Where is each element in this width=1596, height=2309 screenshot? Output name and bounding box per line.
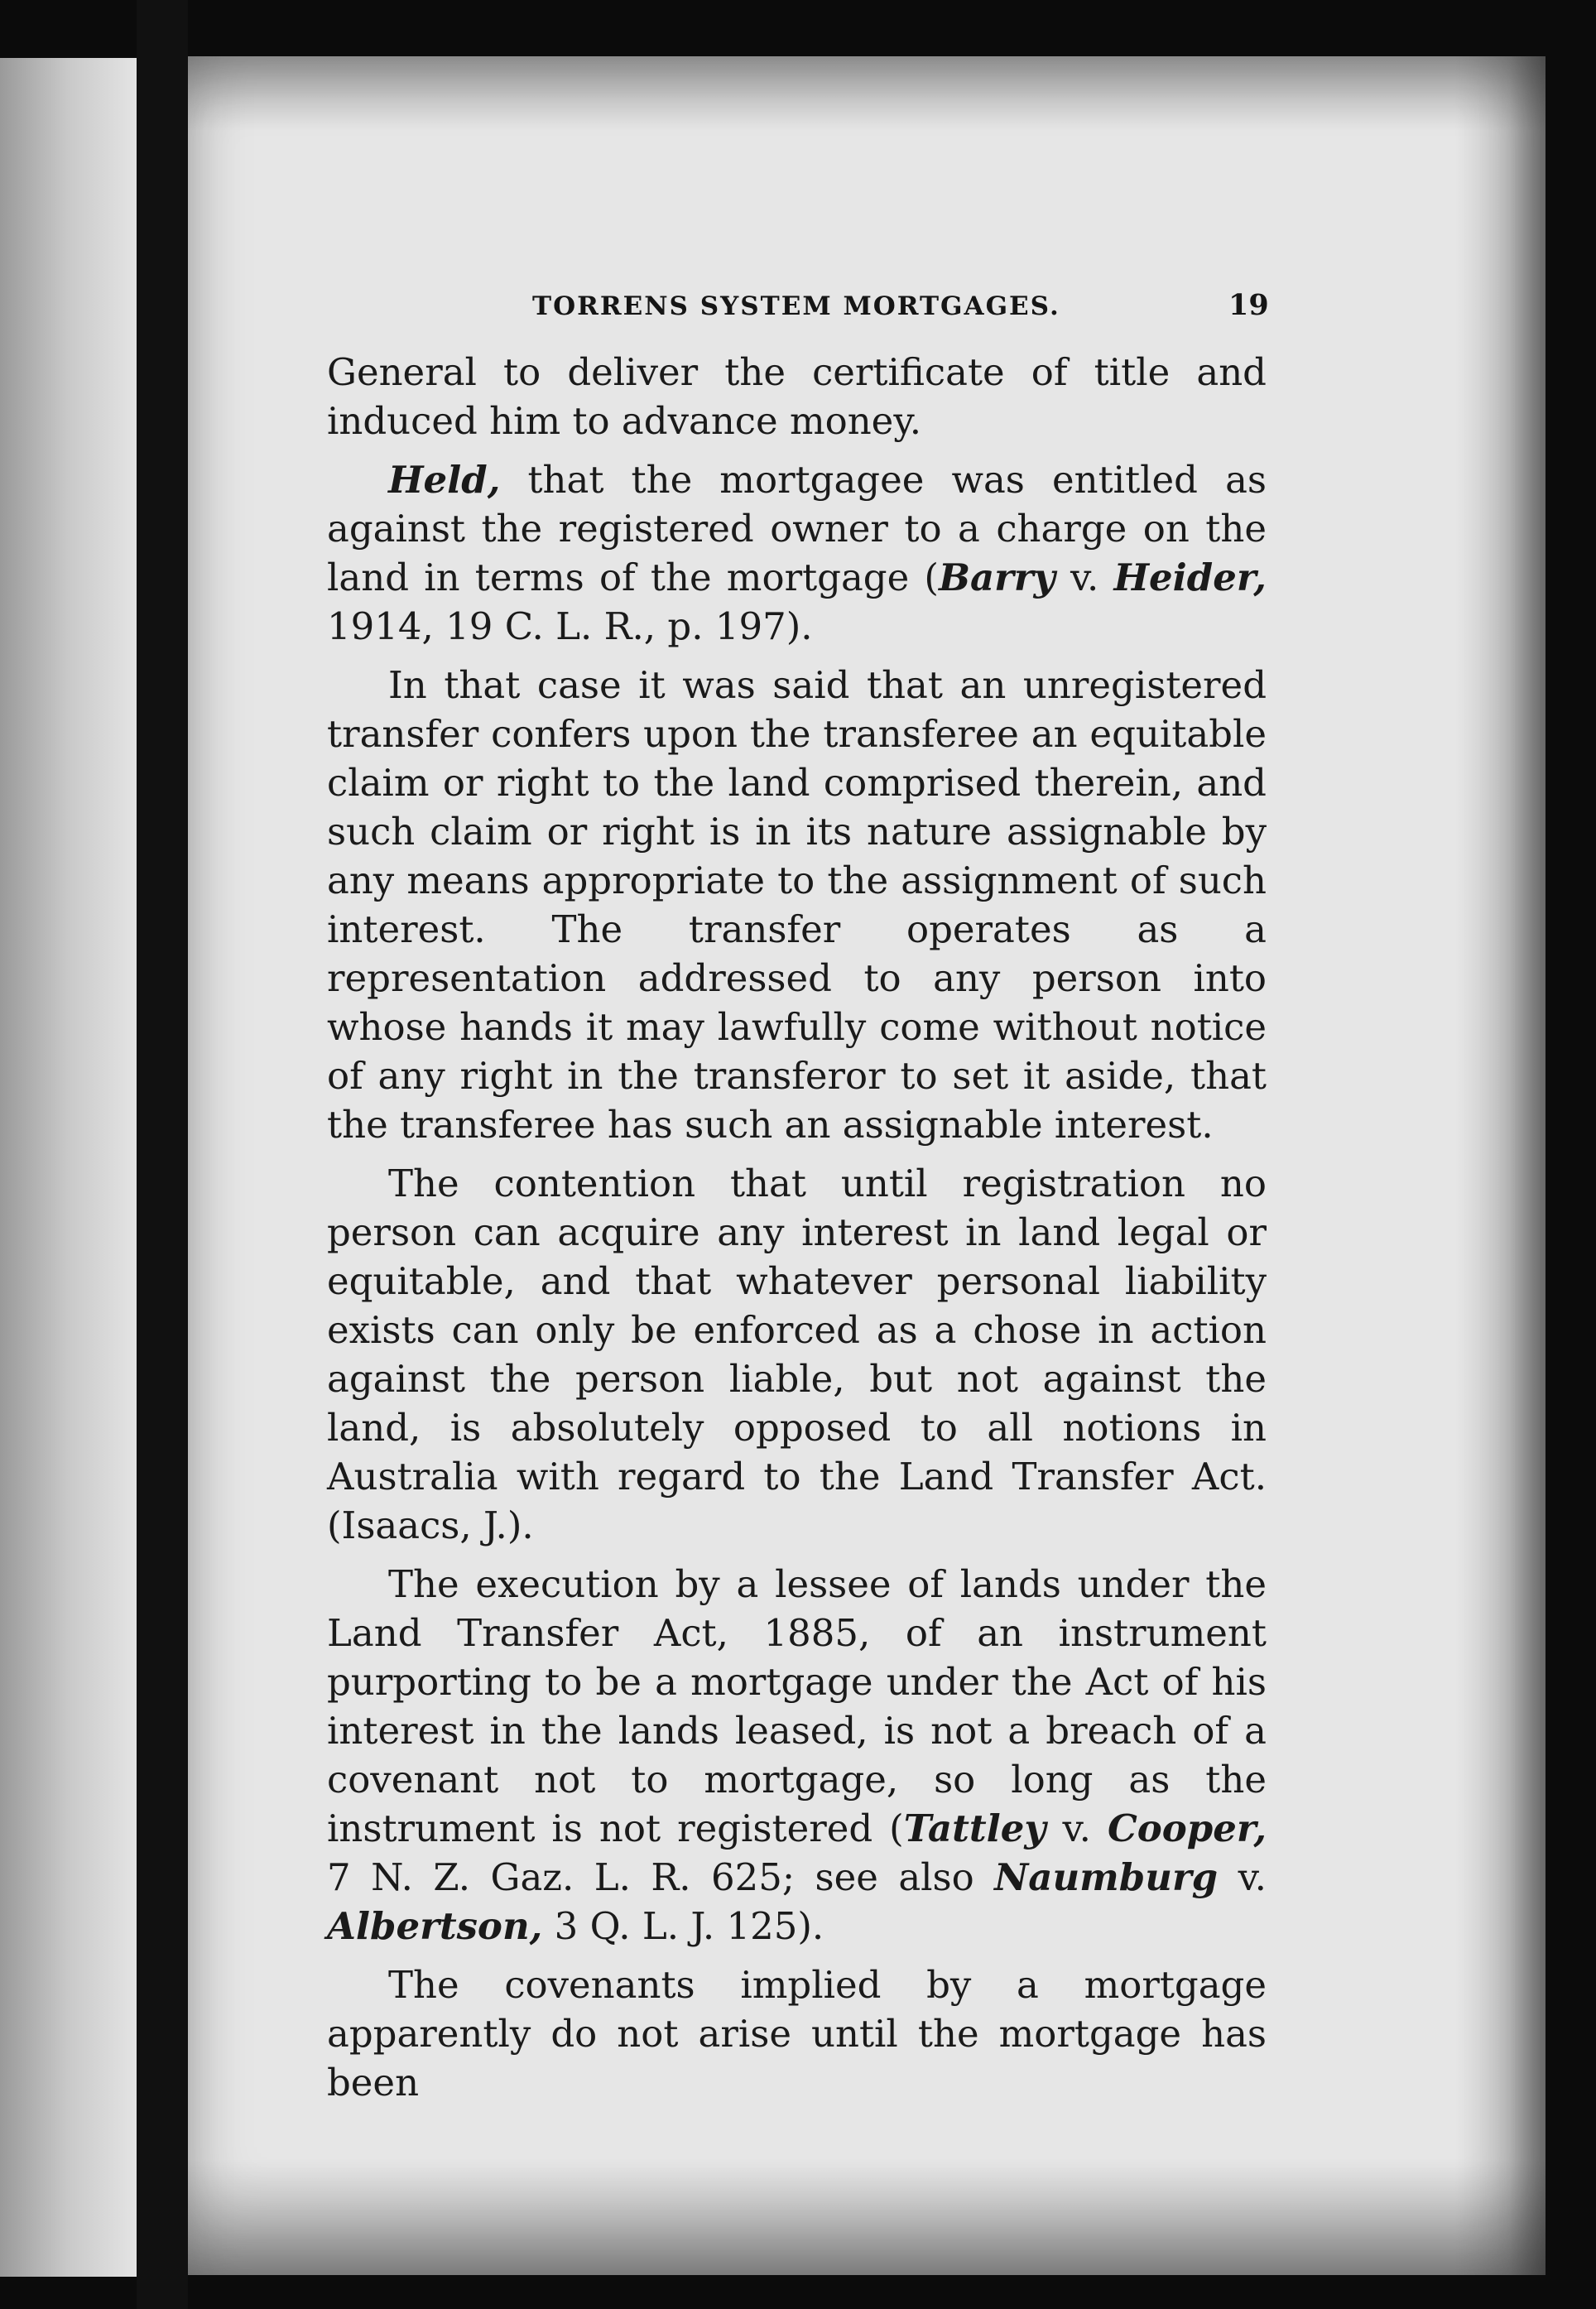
body-text — [327, 348, 1267, 2117]
case-name: Naumburg — [994, 1855, 1219, 1899]
page-shading-bottom — [188, 2159, 1546, 2275]
held-lead: Held, — [388, 458, 501, 502]
case-name: Heider, — [1113, 556, 1267, 599]
case-name: Albertson, — [327, 1904, 543, 1948]
case-name: Tattley — [903, 1806, 1046, 1850]
paragraph-contention: The contention that until registration no person can acquire any interest in land legal or equitable, and that whatever personal liability exists can only be enforced as a chose in action against the person liable, but not against the land, is absolutely opposed to all notions in Australia with regard to the Land Transfer Act. (Isaacs, J.). — [327, 1162, 1267, 1547]
page-shading-top — [188, 56, 1546, 131]
paragraph-execution-by-lessee: The execution by a lessee of lands under the Land Transfer Act, 1885, of an instrument purporting to be a mortgage under the Act of his interest in the lands leased, is not a breach of a covenant not to mortgage, so long as the instrument is not registered (Tattley v. Cooper, 7 N. Z. Gaz. L. R. 625; see also Naumburg v. Albertson, 3 Q. L. J. 125). — [327, 1562, 1267, 1948]
paragraph-held: Held, that the mortgagee was entitled as against the registered owner to a charge on the land in terms of the mortgage (Barry v. Heider, 1914, 19 C. L. R., p. 197). — [327, 458, 1267, 648]
book-gutter — [137, 0, 188, 2309]
page-shading-right — [1454, 56, 1546, 2275]
paragraph-unregistered-transfer: In that case it was said that an unregistered transfer confers upon the transferee an equitable claim or right to the land comprised therein, and such claim or right is in its nature assignable by any means appropriate to the assignment of such interest. The transfer operates as a representation addressed to any person into whose hands it may lawfully come without notice of any right in the transferor to set it aside, that the transferee has such an assignable interest. — [327, 663, 1267, 1147]
running-head: TORRENS SYSTEM MORTGAGES. — [532, 291, 1060, 321]
page-number: 19 — [1228, 288, 1269, 322]
paragraph-continuation: General to deliver the certificate of title and induced him to advance money. — [327, 350, 1267, 443]
case-name: Barry — [938, 556, 1055, 599]
facing-page-edge — [0, 58, 137, 2277]
case-name: Cooper, — [1107, 1806, 1267, 1850]
paragraph-covenants: The covenants implied by a mortgage apparently do not arise until the mortgage has been — [327, 1963, 1267, 2105]
